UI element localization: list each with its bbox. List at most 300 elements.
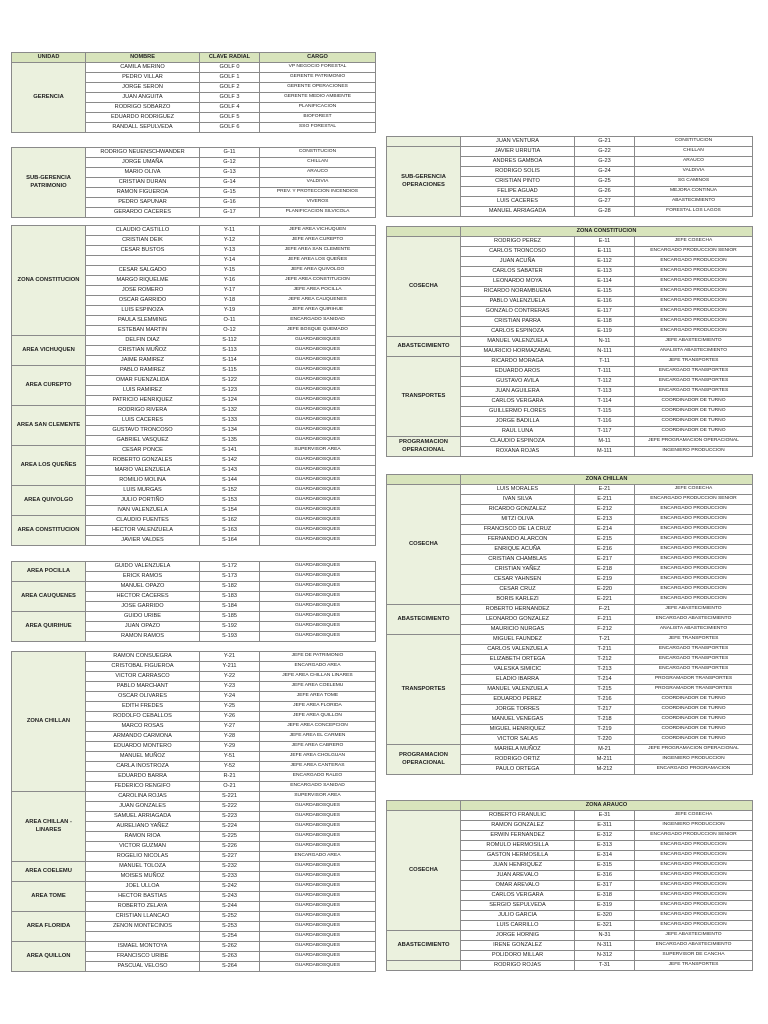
position-cell: GUARDABOSQUES xyxy=(260,476,376,486)
name-cell: GUILLERMO FLORES xyxy=(461,407,575,417)
position-cell: GUARDABOSQUES xyxy=(260,356,376,366)
unit-cell: AREA VICHUQUEN xyxy=(12,336,86,366)
radio-key-cell: E-311 xyxy=(575,821,635,831)
name-cell: IVAN VALENZUELA xyxy=(86,506,200,516)
radio-key-cell: S-227 xyxy=(200,852,260,862)
name-cell: PEDRO SAPUNAR xyxy=(86,198,200,208)
name-cell: MAURICIO HORMAZABAL xyxy=(461,347,575,357)
radio-key-cell: T-21 xyxy=(575,635,635,645)
position-cell: ENCARGADO PRODUCCION SENIOR xyxy=(635,495,753,505)
table-row xyxy=(387,811,753,821)
table-row xyxy=(12,882,376,892)
radio-key-cell: E-21 xyxy=(575,485,635,495)
position-cell: GUARDABOSQUES xyxy=(260,436,376,446)
radio-key-cell: S-154 xyxy=(200,506,260,516)
position-cell: ENCARGADO PRODUCCION xyxy=(635,505,753,515)
name-cell: CRISTIAN YAÑEZ xyxy=(461,565,575,575)
name-cell: VICTOR CARRASCO xyxy=(86,672,200,682)
name-cell: CARLOS ESPINOZA xyxy=(461,327,575,337)
unit-cell: AREA CUREPTO xyxy=(12,366,86,406)
name-cell: OMAR AREVALO xyxy=(461,881,575,891)
radio-key-cell: E-312 xyxy=(575,831,635,841)
unit-cell: ABASTECIMIENTO xyxy=(387,605,461,635)
table-row xyxy=(387,237,753,247)
position-cell: BIOFOREST xyxy=(260,113,376,123)
radio-key-cell: T-116 xyxy=(575,417,635,427)
name-cell: CARLA INOSTROZA xyxy=(86,762,200,772)
name-cell xyxy=(86,932,200,942)
position-cell: JEFE AREA COELEMU xyxy=(260,682,376,692)
name-cell: MARIO OLIVA xyxy=(86,168,200,178)
position-cell: GUARDABOSQUES xyxy=(260,902,376,912)
unit-cell: COSECHA xyxy=(387,811,461,931)
radio-key-cell: N-111 xyxy=(575,347,635,357)
name-cell: ENRIQUE ACUÑA xyxy=(461,545,575,555)
position-cell: ENCARGADO PRODUCCION xyxy=(635,257,753,267)
unit-cell: AREA CONSTITUCION xyxy=(12,516,86,546)
name-cell: PABLO MARCHANT xyxy=(86,682,200,692)
radio-key-cell: T-211 xyxy=(575,645,635,655)
position-cell: JEFE AREA CANTERAS xyxy=(260,762,376,772)
radio-key-cell: E-314 xyxy=(575,851,635,861)
header-row xyxy=(12,53,376,63)
position-cell: JEFE COSECHA xyxy=(635,485,753,495)
unit-cell: TRANSPORTES xyxy=(387,357,461,437)
unit-cell: AREA TOME xyxy=(12,882,86,912)
position-cell: JEFE ABASTECIMIENTO xyxy=(635,931,753,941)
zone-title: ZONA ARAUCO xyxy=(461,801,753,811)
zone-title-row xyxy=(387,475,753,485)
radio-key-cell: O-11 xyxy=(200,316,260,326)
table-row xyxy=(12,148,376,158)
position-cell: ENCARGADO TRANSPORTES xyxy=(635,367,753,377)
name-cell: LUIS CACERES xyxy=(461,197,575,207)
radio-key-cell: M-11 xyxy=(575,437,635,447)
position-cell: GUARDABOSQUES xyxy=(260,336,376,346)
name-cell: ROBERTO GONZALES xyxy=(86,456,200,466)
table-row xyxy=(12,652,376,662)
radio-key-cell: E-117 xyxy=(575,307,635,317)
name-cell: RODRIGO PEREZ xyxy=(461,237,575,247)
table-row xyxy=(387,357,753,367)
radio-key-cell: S-124 xyxy=(200,396,260,406)
radio-key-cell: Y-22 xyxy=(200,672,260,682)
position-cell: ENCARGADO AREA xyxy=(260,662,376,672)
name-cell: MANUEL MUÑOZ xyxy=(86,752,200,762)
table-row xyxy=(12,226,376,236)
name-cell: JOEL ULLOA xyxy=(86,882,200,892)
radio-key-cell: S-232 xyxy=(200,862,260,872)
radio-key-cell: T-216 xyxy=(575,695,635,705)
position-cell: VP NEGOCIO FORESTAL xyxy=(260,63,376,73)
name-cell: GASTON HERMOSILLA xyxy=(461,851,575,861)
position-cell: JEFE AREA CHOLGUAN xyxy=(260,752,376,762)
position-cell: GUARDABOSQUES xyxy=(260,416,376,426)
name-cell: IRENE GONZALEZ xyxy=(461,941,575,951)
name-cell: ROMULO HERMOSILLA xyxy=(461,841,575,851)
radio-key-cell: S-173 xyxy=(200,572,260,582)
name-cell: JORGE TORRES xyxy=(461,705,575,715)
name-cell: VICTOR SALAS xyxy=(461,735,575,745)
radio-key-cell: G-24 xyxy=(575,167,635,177)
radio-key-cell: S-262 xyxy=(200,942,260,952)
name-cell: ROMILIO MOLINA xyxy=(86,476,200,486)
position-cell: ENCARGADO PRODUCCION xyxy=(635,267,753,277)
name-cell: JORGE UMAÑA xyxy=(86,158,200,168)
table-row xyxy=(387,437,753,447)
name-cell: FRANCISCO URIBE xyxy=(86,952,200,962)
position-cell: JEFE AREA CUREPTO xyxy=(260,236,376,246)
radio-key-cell: GOLF 5 xyxy=(200,113,260,123)
radio-key-cell: S-153 xyxy=(200,496,260,506)
position-cell: JEFE BOSQUE QUEMADO xyxy=(260,326,376,336)
position-cell: GUARDABOSQUES xyxy=(260,376,376,386)
table-row xyxy=(387,931,753,941)
position-cell: GUARDABOSQUES xyxy=(260,882,376,892)
radio-key-cell: E-31 xyxy=(575,811,635,821)
name-cell: RAMON RIOA xyxy=(86,832,200,842)
position-cell: JEFE AREA CONCEPCION xyxy=(260,722,376,732)
position-cell: ENCARGADO PRODUCCION xyxy=(635,901,753,911)
name-cell: JUAN HENRIQUEZ xyxy=(461,861,575,871)
name-cell: MANUEL VALENZUELA xyxy=(461,337,575,347)
radio-key-cell: E-321 xyxy=(575,921,635,931)
name-cell: PATRICIO HENRIQUEZ xyxy=(86,396,200,406)
radio-key-cell: E-211 xyxy=(575,495,635,505)
radio-key-cell: E-218 xyxy=(575,565,635,575)
position-cell: ENCARGADO PRODUCCION xyxy=(635,921,753,931)
radio-key-cell: S-134 xyxy=(200,426,260,436)
right-table xyxy=(386,474,753,775)
radio-key-cell: M-111 xyxy=(575,447,635,457)
radio-key-cell: G-23 xyxy=(575,157,635,167)
position-cell: JEFE DE PATRIMONIO xyxy=(260,652,376,662)
zone-title-blank xyxy=(387,801,461,811)
radio-key-cell: E-220 xyxy=(575,585,635,595)
radio-key-cell: T-220 xyxy=(575,735,635,745)
name-cell: ELIZABETH ORTEGA xyxy=(461,655,575,665)
table-row xyxy=(12,406,376,416)
table-row xyxy=(12,63,376,73)
name-cell: MANUEL OPAZO xyxy=(86,582,200,592)
name-cell: GUIDO VALENZUELA xyxy=(86,562,200,572)
radio-key-cell: Y-211 xyxy=(200,662,260,672)
radio-key-cell: S-222 xyxy=(200,802,260,812)
right-table xyxy=(386,136,753,217)
radio-key-cell: Y-12 xyxy=(200,236,260,246)
name-cell: POLIDORO MILLAR xyxy=(461,951,575,961)
zone-title-blank xyxy=(387,227,461,237)
name-cell: CRISTIAN LLANCAO xyxy=(86,912,200,922)
position-cell: PREV. Y PROTECCION INCENDIOS xyxy=(260,188,376,198)
radio-key-cell: S-162 xyxy=(200,516,260,526)
radio-key-cell: E-319 xyxy=(575,901,635,911)
position-cell: GUARDABOSQUES xyxy=(260,612,376,622)
name-cell: JUAN AGUILERA xyxy=(461,387,575,397)
name-cell: CESAR YAHNSEN xyxy=(461,575,575,585)
position-cell: ENCARGADO PRODUCCION SENIOR xyxy=(635,247,753,257)
unit-cell: AREA COELEMU xyxy=(12,862,86,882)
radio-key-cell: T-112 xyxy=(575,377,635,387)
radio-key-cell: Y-15 xyxy=(200,266,260,276)
radio-key-cell: N-312 xyxy=(575,951,635,961)
name-cell: RICARDO GONZALEZ xyxy=(461,505,575,515)
position-cell: ENCARGADO PRODUCCION xyxy=(635,871,753,881)
name-cell: LUIS CACERES xyxy=(86,416,200,426)
name-cell: GONZALO CONTRERAS xyxy=(461,307,575,317)
name-cell: EDUARDO MONTERO xyxy=(86,742,200,752)
radio-key-cell: E-316 xyxy=(575,871,635,881)
position-cell: SG CAMINOS xyxy=(635,177,753,187)
position-cell: GUARDABOSQUES xyxy=(260,912,376,922)
radio-key-cell: S-113 xyxy=(200,346,260,356)
radio-key-cell: S-224 xyxy=(200,822,260,832)
radio-key-cell: Y-26 xyxy=(200,712,260,722)
position-cell: ENCARGADO PRODUCCION xyxy=(635,535,753,545)
name-cell xyxy=(86,256,200,266)
name-cell: RODOLFO CEBALLOS xyxy=(86,712,200,722)
radio-key-cell: Y-18 xyxy=(200,296,260,306)
name-cell: RICARDO NORAMBUENA xyxy=(461,287,575,297)
name-cell: EDUARDO RODRIGUEZ xyxy=(86,113,200,123)
zone-title: ZONA CHILLAN xyxy=(461,475,753,485)
name-cell: LUIS MURGAS xyxy=(86,486,200,496)
name-cell: EDUARDO BARRA xyxy=(86,772,200,782)
unit-cell: SUB-GERENCIA PATRIMONIO xyxy=(12,148,86,218)
radio-key-cell: Y-25 xyxy=(200,702,260,712)
radio-key-cell: M-21 xyxy=(575,745,635,755)
position-cell: JEFE AREA EL CARMEN xyxy=(260,732,376,742)
left-table xyxy=(11,52,376,133)
radio-key-cell: Y-11 xyxy=(200,226,260,236)
table-row xyxy=(12,446,376,456)
radio-key-cell: S-185 xyxy=(200,612,260,622)
name-cell: ROBERTO ZELAYA xyxy=(86,902,200,912)
position-cell: COORDINADOR DE TURNO xyxy=(635,695,753,705)
name-cell: GUIDO URIBE xyxy=(86,612,200,622)
name-cell: VALESKA SIMICIC xyxy=(461,665,575,675)
position-cell: CHILLAN xyxy=(635,147,753,157)
radio-key-cell: N-31 xyxy=(575,931,635,941)
radio-key-cell: E-111 xyxy=(575,247,635,257)
name-cell: JULIO PORTIÑO xyxy=(86,496,200,506)
radio-key-cell: S-135 xyxy=(200,436,260,446)
table-row xyxy=(387,137,753,147)
radio-key-cell: S-264 xyxy=(200,962,260,972)
name-cell: LUIS RAMIREZ xyxy=(86,386,200,396)
name-cell: MOISES MUÑOZ xyxy=(86,872,200,882)
position-cell: GUARDABOSQUES xyxy=(260,396,376,406)
table-row xyxy=(12,562,376,572)
name-cell: CRISTOBAL FIGUEROA xyxy=(86,662,200,672)
radio-key-cell: Y-52 xyxy=(200,762,260,772)
radio-key-cell: S-141 xyxy=(200,446,260,456)
name-cell: GABRIEL VASQUEZ xyxy=(86,436,200,446)
left-table xyxy=(11,561,376,642)
name-cell: JAIME RAMIREZ xyxy=(86,356,200,366)
unit-cell xyxy=(387,961,461,971)
position-cell: ENCARGADO PRODUCCION xyxy=(635,841,753,851)
name-cell: RICARDO MORAGA xyxy=(461,357,575,367)
position-cell: ENCARGADO PRODUCCION xyxy=(635,851,753,861)
unit-cell: ABASTECIMIENTO xyxy=(387,931,461,961)
radio-key-cell: G-16 xyxy=(200,198,260,208)
position-cell: ENCARGADO RALEO xyxy=(260,772,376,782)
name-cell: PAULO ORTEGA xyxy=(461,765,575,775)
position-cell: JEFE AREA SAN CLEMENTE xyxy=(260,246,376,256)
radio-key-cell: G-17 xyxy=(200,208,260,218)
position-cell: COORDINADOR DE TURNO xyxy=(635,715,753,725)
table-row xyxy=(12,612,376,622)
position-cell: ENCARGADO TRANSPORTES xyxy=(635,377,753,387)
name-cell: MIGUEL HENRIQUEZ xyxy=(461,725,575,735)
radio-key-cell: E-116 xyxy=(575,297,635,307)
name-cell: CAMILA MERINO xyxy=(86,63,200,73)
column-header-nombre: NOMBRE xyxy=(86,53,200,63)
radio-key-cell: E-118 xyxy=(575,317,635,327)
name-cell: JUAN OPAZO xyxy=(86,622,200,632)
radio-key-cell: E-320 xyxy=(575,911,635,921)
radio-key-cell: Y-24 xyxy=(200,692,260,702)
position-cell: JEFE PROGRAMACION OPERACIONAL xyxy=(635,745,753,755)
name-cell: LUIS ESPINOZA xyxy=(86,306,200,316)
name-cell: CRISTIAN PINTO xyxy=(461,177,575,187)
radio-key-cell: Y-16 xyxy=(200,276,260,286)
name-cell: MARCO ROSAS xyxy=(86,722,200,732)
radio-key-cell: S-172 xyxy=(200,562,260,572)
table-row xyxy=(387,635,753,645)
position-cell: GERENTE MEDIO AMBIENTE xyxy=(260,93,376,103)
position-cell: GUARDABOSQUES xyxy=(260,486,376,496)
position-cell: GUARDABOSQUES xyxy=(260,592,376,602)
position-cell: GUARDABOSQUES xyxy=(260,832,376,842)
name-cell: CARLOS VERGARA xyxy=(461,397,575,407)
table-row xyxy=(12,942,376,952)
radio-key-cell: T-113 xyxy=(575,387,635,397)
name-cell: MANUEL VALENZUELA xyxy=(461,685,575,695)
position-cell: ENCARGADO SANIDAD xyxy=(260,316,376,326)
radio-key-cell: T-117 xyxy=(575,427,635,437)
position-cell: COORDINADOR DE TURNO xyxy=(635,705,753,715)
position-cell: COORDINADOR DE TURNO xyxy=(635,397,753,407)
zone-title: ZONA CONSTITUCION xyxy=(461,227,753,237)
position-cell: GUARDABOSQUES xyxy=(260,942,376,952)
unit-cell: AREA POCILLA xyxy=(12,562,86,582)
radio-key-cell: E-315 xyxy=(575,861,635,871)
position-cell: ARAUCO xyxy=(635,157,753,167)
radio-key-cell: S-221 xyxy=(200,792,260,802)
position-cell: JEFE ABASTECIMIENTO xyxy=(635,337,753,347)
position-cell: ANALISTA ABASTECIMIENTO xyxy=(635,347,753,357)
radio-key-cell: T-114 xyxy=(575,397,635,407)
radio-key-cell: S-233 xyxy=(200,872,260,882)
column-header-clave: CLAVE RADIAL xyxy=(200,53,260,63)
position-cell: COORDINADOR DE TURNO xyxy=(635,735,753,745)
position-cell: INGENIERO PRODUCCION xyxy=(635,447,753,457)
name-cell: GUSTAVO AVILA xyxy=(461,377,575,387)
name-cell: RODRIGO RIVERA xyxy=(86,406,200,416)
radio-key-cell: E-317 xyxy=(575,881,635,891)
name-cell: FELIPE AGUAD xyxy=(461,187,575,197)
radio-key-cell: T-213 xyxy=(575,665,635,675)
position-cell: ENCARGADO AREA xyxy=(260,852,376,862)
position-cell: GUARDABOSQUES xyxy=(260,962,376,972)
name-cell: CLAUDIO CASTILLO xyxy=(86,226,200,236)
zone-title-row xyxy=(387,801,753,811)
position-cell: GUARDABOSQUES xyxy=(260,602,376,612)
position-cell: FORESTAL LOS LAGOS xyxy=(635,207,753,217)
name-cell: BORIS KARLEZI xyxy=(461,595,575,605)
name-cell: ESTEBAN MARTIN xyxy=(86,326,200,336)
name-cell: RODRIGO NEUENSCHWANDER xyxy=(86,148,200,158)
radio-key-cell: M-211 xyxy=(575,755,635,765)
position-cell: ENCARGADO PRODUCCION xyxy=(635,327,753,337)
position-cell: GERENTE OPERACIONES xyxy=(260,83,376,93)
radio-key-cell: G-26 xyxy=(575,187,635,197)
table-row xyxy=(387,147,753,157)
name-cell: RODRIGO ROJAS xyxy=(461,961,575,971)
position-cell: GUARDABOSQUES xyxy=(260,822,376,832)
name-cell: CARLOS SABATER xyxy=(461,267,575,277)
name-cell: LEONARDO GONZALEZ xyxy=(461,615,575,625)
radio-key-cell: S-123 xyxy=(200,386,260,396)
radio-key-cell: S-163 xyxy=(200,526,260,536)
name-cell: MIGUEL FAUNDEZ xyxy=(461,635,575,645)
position-cell: ENCARGADO PRODUCCION xyxy=(635,861,753,871)
table-row xyxy=(12,486,376,496)
radio-key-cell: F-212 xyxy=(575,625,635,635)
radio-key-cell: E-318 xyxy=(575,891,635,901)
name-cell: JORGE SERON xyxy=(86,83,200,93)
name-cell: MARIELA MUÑOZ xyxy=(461,745,575,755)
position-cell: ENCARGADO PRODUCCION xyxy=(635,881,753,891)
unit-cell: PROGRAMACION OPERACIONAL xyxy=(387,437,461,457)
table-row xyxy=(12,366,376,376)
name-cell: PASCUAL VELOSO xyxy=(86,962,200,972)
name-cell: JULIO GARCIA xyxy=(461,911,575,921)
radio-key-cell: S-112 xyxy=(200,336,260,346)
position-cell: JEFE AREA QUIRIHUE xyxy=(260,306,376,316)
position-cell: ENCARGADO PRODUCCION xyxy=(635,277,753,287)
name-cell: JAVIER URRUTIA xyxy=(461,147,575,157)
position-cell: ENCARGADO PRODUCCION xyxy=(635,575,753,585)
radio-key-cell: E-212 xyxy=(575,505,635,515)
radio-key-cell: S-243 xyxy=(200,892,260,902)
name-cell: JAVIER VALDES xyxy=(86,536,200,546)
position-cell: ENCARGADO PRODUCCION SENIOR xyxy=(635,831,753,841)
radio-key-cell: E-114 xyxy=(575,277,635,287)
radio-key-cell: S-226 xyxy=(200,842,260,852)
name-cell: MANUEL VENEGAS xyxy=(461,715,575,725)
name-cell: ERICK RAMOS xyxy=(86,572,200,582)
radio-key-cell: S-132 xyxy=(200,406,260,416)
radio-key-cell: G-25 xyxy=(575,177,635,187)
radio-key-cell: T-115 xyxy=(575,407,635,417)
unit-cell: AREA QUILLON xyxy=(12,942,86,972)
position-cell: SUPERVISOR DE CANCHA xyxy=(635,951,753,961)
radio-key-cell: Y-21 xyxy=(200,652,260,662)
position-cell: GUARDABOSQUES xyxy=(260,872,376,882)
name-cell: CARLOS VALENZUELA xyxy=(461,645,575,655)
radio-key-cell: E-221 xyxy=(575,595,635,605)
name-cell: MARGO RIQUELME xyxy=(86,276,200,286)
position-cell: INGENIERO PRODUCCION xyxy=(635,821,753,831)
name-cell: MARIO VALENZUELA xyxy=(86,466,200,476)
position-cell: ENCARGADO TRANSPORTES xyxy=(635,655,753,665)
radio-key-cell: S-142 xyxy=(200,456,260,466)
position-cell: JEFE TRANSPORTES xyxy=(635,961,753,971)
name-cell: ROBERTO FRANULIC xyxy=(461,811,575,821)
